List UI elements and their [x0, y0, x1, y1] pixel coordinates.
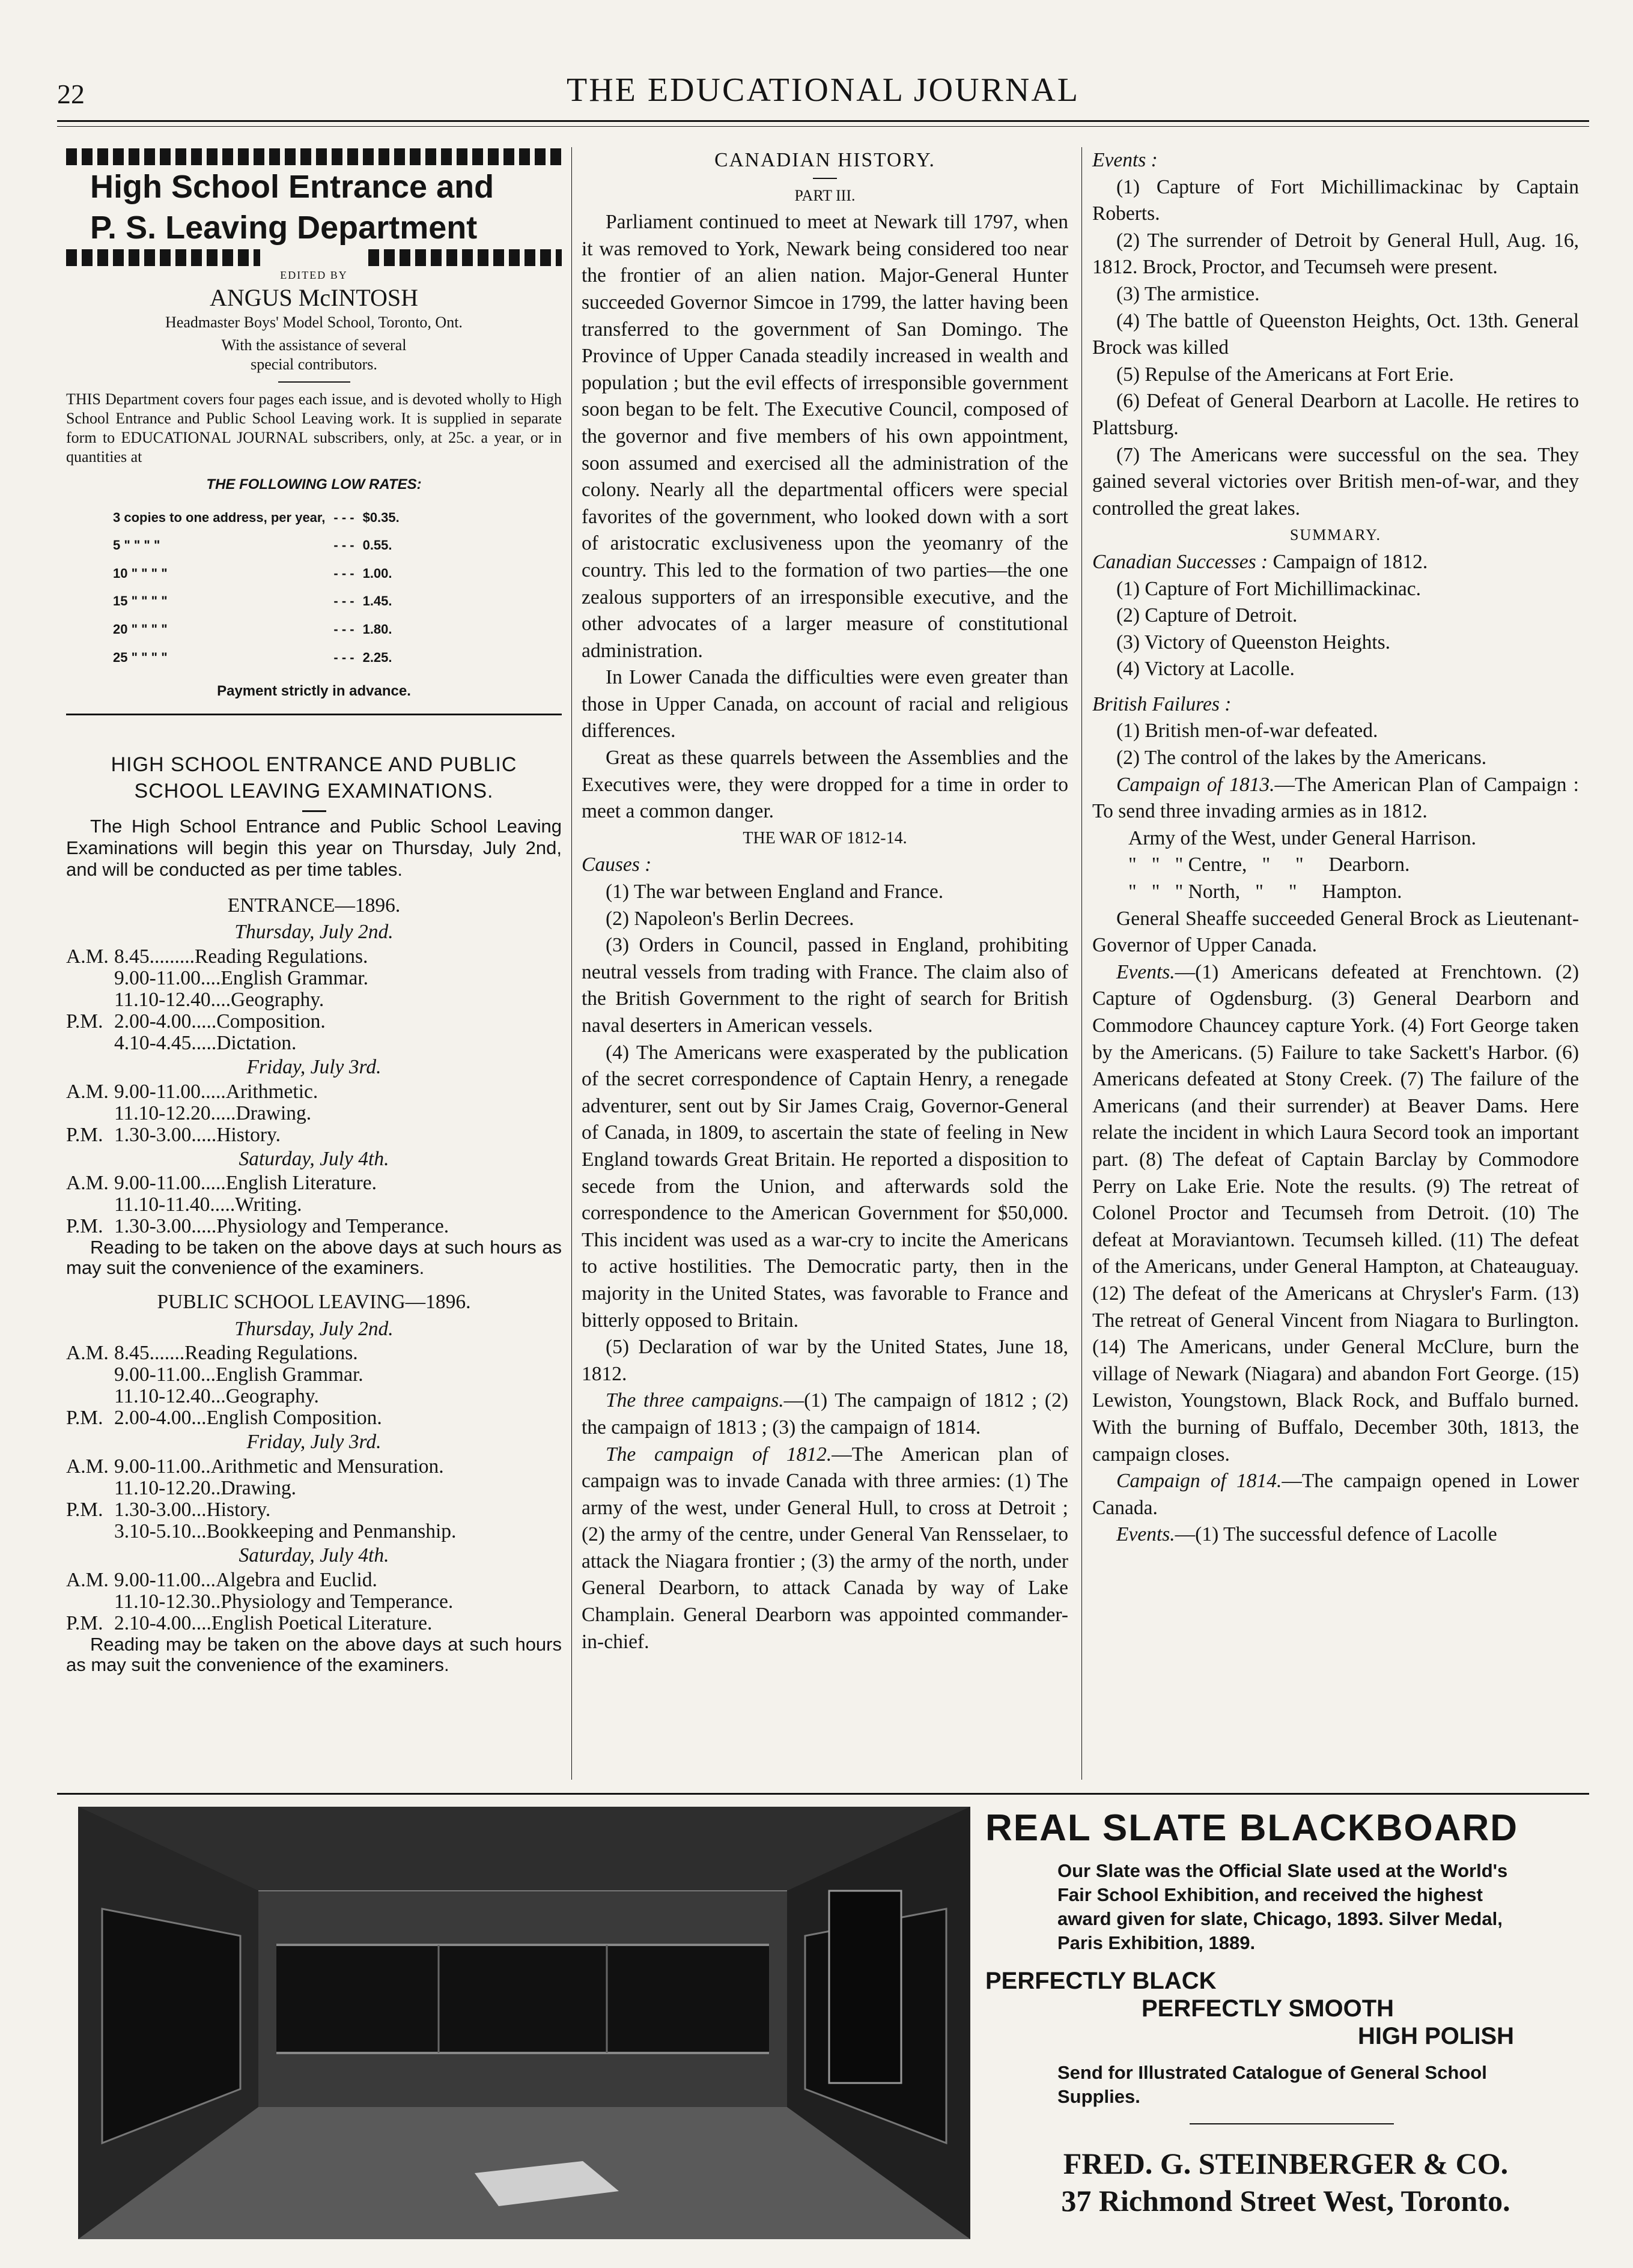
divider [278, 381, 350, 383]
schedule-table [66, 1456, 562, 1542]
sheaffe-note: General Sheaffe succeeded General Brock as Lieutenant-Governor of Upper Canada. [1092, 907, 1579, 957]
schedule-row: A.M. 9.00-11.00...Algebra and Euclid. [66, 1568, 377, 1591]
event-item: (5) Repulse of the Americans at Fort Erie. [1116, 363, 1454, 386]
divider [1190, 2123, 1394, 2124]
events-1814: Events.—(1) The successful defence of Lacolle [1116, 1523, 1497, 1546]
department-box [66, 148, 562, 715]
schedule-row: P.M. 2.00-4.00.....Composition. [66, 1010, 326, 1032]
event-item: (6) Defeat of General Dearborn at Lacolle. He retires to Plattsburg. [1092, 390, 1579, 439]
schedule-row: 9.00-11.00...English Grammar. [114, 1363, 363, 1386]
event-item: (1) Capture of Fort Michillimackinac by Captain Roberts. [1092, 175, 1579, 225]
rate-row: 10 " " " " - - - 1.00. [113, 565, 392, 581]
failures-label: British Failures : [1092, 693, 1232, 715]
ad-title: REAL SLATE BLACKBOARD [985, 1807, 1519, 1849]
success-item: (3) Victory of Queenston Heights. [1116, 631, 1391, 653]
cause-item: (5) Declaration of war by the United States, June 18, 1812. [582, 1336, 1068, 1385]
ad-slogan-1: PERFECTLY BLACK [985, 1968, 1217, 1994]
schedule-table [66, 1081, 562, 1146]
schedule-row: P.M. 1.30-3.00.....History. [66, 1123, 281, 1146]
schedule-row: 4.10-4.45.....Dictation. [114, 1031, 297, 1054]
history-part: PART III. [794, 186, 856, 204]
campaign-1812: The campaign of 1812.—The American plan of campaign was to invade Canada with three armies: (1) The army of the west, under General Hull, to cross at Detroit ; (2) the army of the centre, under General Van Rensselaer, to attack the Niagara frontier ; (3) the army of the north, under General Dearborn, to attack Canada by way of Lake Champlain. General Dearborn was appointed commander-in-chief. [582, 1443, 1068, 1653]
ad-catalogue: Send for Illustrated Catalogue of General School Supplies. [1057, 2062, 1487, 2107]
events-1813: Events.—(1) Americans defeated at Frenchtown. (2) Capture of Ogdensburg. (3) General Dearborn and Commodore Chauncey capture York. (4) Fort George taken by the Americans. (5) Failure to take Sackett's Harbor. (6) Americans defeated at Stony Creek. (7) The failure of the Americans (and their surrender) at Beaver Dams. Here relate the incident in which Laura Secord took an important part. (8) The defeat of Captain Barclay by Commodore Perry on Lake Erie. Note the results. (9) The retreat of Colonel Proctor and Tecumseh from Detroit. (10) The defeat at Moraviantown. Tecumseh killed. (11) The defeat of the Americans, under General Hampton, at Chateauguay. (12) The defeat of the Americans at Chrysler's Farm. (13) The retreat of General Vincent from Niagara to Burlington. (14) The Americans, under General McClure, burn the village of Newark (Niagara) and abandon Fort George. (15) Lewiston, Youngstown, Black Rock, and Buffalo burned. With the burning of Buffalo, December 30th, 1813, the campaign closes. [1092, 960, 1579, 1466]
department-title: High School Entrance and P. S. Leaving Department [90, 169, 494, 246]
rate-row: 3 copies to one address, per year, - - - $0.35. [113, 509, 400, 525]
middle-column [582, 147, 1068, 1655]
event-item: (4) The battle of Queenston Heights, Oct. 13th. General Brock was killed [1092, 309, 1579, 359]
exams-intro: The High School Entrance and Public School Leaving Examinations will begin this year on Thursday, July 2nd, and will be conducted as per time tables. [66, 815, 562, 880]
leaving-note: Reading may be taken on the above days at such hours as may suit the convenience of the examiners. [66, 1633, 562, 1675]
schedule-row: A.M. 9.00-11.00..Arithmetic and Mensuration. [66, 1455, 444, 1478]
ornamental-border [368, 249, 562, 266]
editor-affiliation: Headmaster Boys' Model School, Toronto, Ont. [165, 314, 463, 331]
page-number: 22 [57, 79, 85, 109]
ornamental-border [66, 249, 260, 266]
ad-slogan-2: PERFECTLY SMOOTH [1142, 1995, 1394, 2022]
history-title: CANADIAN HISTORY. [714, 149, 935, 171]
advertisement-rule [57, 1793, 1589, 1795]
schedule-row: 3.10-5.10...Bookkeeping and Penmanship. [114, 1520, 457, 1542]
causes-label: Causes : [582, 854, 652, 876]
schedule-table [66, 1569, 562, 1634]
day-heading: Thursday, July 2nd. [234, 1317, 394, 1340]
page-header [57, 71, 1589, 119]
assistance-line: special contributors. [251, 356, 377, 373]
history-paragraph: In Lower Canada the difficulties were even greater than those in Upper Canada, on account of racial and religious differences. [582, 666, 1068, 742]
rate-row: 5 " " " " - - - 0.55. [113, 538, 392, 553]
schedule-row: A.M. 8.45.......Reading Regulations. [66, 1342, 358, 1365]
three-campaigns: The three campaigns.—(1) The campaign of 1812 ; (2) the campaign of 1813 ; (3) the campaign of 1814. [582, 1389, 1068, 1439]
schedule-table [66, 946, 562, 1054]
schedule-row: A.M. 9.00-11.00.....Arithmetic. [66, 1080, 318, 1103]
schedule-table [66, 1342, 562, 1429]
event-item: (2) The surrender of Detroit by General Hull, Aug. 16, 1812. Brock, Proctor, and Tecumseh were present. [1092, 229, 1579, 279]
classroom-illustration [78, 1807, 970, 2239]
cause-item: (2) Napoleon's Berlin Decrees. [606, 907, 854, 930]
right-column [1092, 147, 1579, 1548]
army-item: Army of the West, under General Harrison. [1128, 826, 1477, 849]
edited-by: EDITED BY [280, 269, 348, 281]
header-rule-thin [57, 126, 1589, 127]
rates-table [108, 503, 404, 673]
army-item: " " " Centre, " " Dearborn. [1128, 854, 1410, 876]
entrance-title: ENTRANCE—1896. [227, 894, 401, 917]
header-rule [57, 120, 1589, 122]
schedule-row: A.M. 8.45.........Reading Regulations. [66, 945, 368, 968]
journal-title: THE EDUCATIONAL JOURNAL [567, 71, 1080, 109]
schedule-row: 9.00-11.00....English Grammar. [114, 966, 369, 989]
rate-row: 20 " " " " - - - 1.80. [113, 621, 392, 637]
campaign-1814: Campaign of 1814.—The campaign opened in Lower Canada. [1092, 1470, 1579, 1519]
entrance-note: Reading to be taken on the above days at such hours as may suit the convenience of the examiners. [66, 1237, 562, 1279]
rate-row: 25 " " " " - - - 2.25. [113, 649, 392, 665]
schedule-row: 11.10-12.20.....Drawing. [114, 1102, 312, 1124]
schedule-row: P.M. 1.30-3.00...History. [66, 1498, 271, 1521]
schedule-row: 11.10-12.20..Drawing. [114, 1476, 297, 1499]
leaving-title: PUBLIC SCHOOL LEAVING—1896. [157, 1291, 471, 1314]
war-title: THE WAR OF 1812-14. [743, 828, 907, 847]
cause-item: (1) The war between England and France. [606, 881, 944, 903]
schedule-row: 11.10-12.30..Physiology and Temperance. [114, 1590, 454, 1613]
divider [813, 178, 837, 179]
event-item: (3) The armistice. [1116, 282, 1260, 305]
schedule-row: 11.10-11.40.....Writing. [114, 1193, 302, 1216]
day-heading: Saturday, July 4th. [239, 1544, 389, 1566]
successes-heading: Canadian Successes : Campaign of 1812. [1092, 550, 1428, 573]
ad-slogan-3: HIGH POLISH [1358, 2023, 1515, 2049]
day-heading: Thursday, July 2nd. [234, 921, 394, 944]
ad-company: FRED. G. STEINBERGER & CO. [1063, 2147, 1509, 2180]
schedule-row: 11.10-12.40...Geography. [114, 1385, 319, 1408]
exams-section [66, 751, 562, 1675]
left-column [66, 147, 562, 1675]
cause-item: (4) The Americans were exasperated by the publication of the secret correspondence of Captain Henry, a renegade adventurer, sent out by Sir James Craig, Governor-General of Canada, in 1809, to ascertain the state of feeling in New England towards Great Britain. He reported a disposition to secede from the Union, and afterwards sold the correspondence to the American Government for $50,000. This incident was used as a war-cry to incite the Americans to active hostilities. The Democratic party, then in the majority in the United States, was favorable to France and bitterly opposed to Britain. [582, 1041, 1068, 1332]
advertisement-text [985, 1807, 1586, 2219]
editor-name: ANGUS McINTOSH [209, 284, 419, 311]
rate-row: 15 " " " " - - - 1.45. [113, 593, 392, 609]
success-item: (1) Capture of Fort Michillimackinac. [1116, 577, 1422, 600]
success-item: (2) Capture of Detroit. [1116, 604, 1298, 627]
history-paragraph: Parliament continued to meet at Newark till 1797, when it was removed to York, Newark being considered too near the frontier of an alien nation. Major-General Hunter succeeded Governor Simcoe in 1799, the latter having been transferred to the government of San Domingo. The Province of Upper Canada steadily increased in wealth and population ; but the evil effects of irresponsible government soon began to be felt. The Executive Council, composed of the governor and five members of his own appointment, soon assumed and exercised all the administration of the colony. Nearly all the departmental officers were special favorites of the government, who looked down with a sort of aristocratic exclusiveness upon the yeomanry of the country. This led to the formation of two parties—the one zealous supporters of an irresponsible executive, and the other advocates of a larger measure of constitutional administration. [582, 211, 1068, 662]
column-divider [1081, 147, 1082, 1780]
rates-heading: THE FOLLOWING LOW RATES: [206, 476, 422, 493]
payment-note: Payment strictly in advance. [217, 683, 411, 700]
army-item: " " " North, " " Hampton. [1128, 881, 1402, 903]
column-divider [571, 147, 572, 1780]
schedule-table [66, 1172, 562, 1237]
department-notice: THIS Department covers four pages each issue, and is devoted wholly to High School Entrance and Public School Leaving work. It is supplied in separate form to EDUCATIONAL JOURNAL subscribers, only, at 25c. a year, or in quantities at [66, 390, 562, 465]
day-heading: Friday, July 3rd. [246, 1431, 382, 1454]
schedule-row: A.M. 9.00-11.00.....English Literature. [66, 1172, 377, 1195]
history-paragraph: Great as these quarrels between the Assemblies and the Executives were, they were dropped for a time in order to meet a common danger. [582, 747, 1068, 823]
schedule-row: P.M. 1.30-3.00.....Physiology and Temperance. [66, 1215, 449, 1238]
schedule-row: 11.10-12.40....Geography. [114, 988, 324, 1011]
failure-item: (1) British men-of-war defeated. [1116, 720, 1378, 742]
summary-title: SUMMARY. [1289, 526, 1382, 544]
schedule-row: P.M. 2.10-4.00....English Poetical Literature. [66, 1612, 433, 1634]
success-item: (4) Victory at Lacolle. [1116, 658, 1295, 681]
classroom-illustration-svg [78, 1807, 970, 2239]
ornamental-border [66, 148, 562, 165]
day-heading: Saturday, July 4th. [239, 1147, 389, 1170]
assistance-line: With the assistance of several [221, 336, 407, 354]
ad-address: 37 Richmond Street West, Toronto. [1061, 2184, 1510, 2218]
events-label: Events : [1092, 149, 1158, 171]
day-heading: Friday, July 3rd. [246, 1055, 382, 1078]
failure-item: (2) The control of the lakes by the Americans. [1116, 747, 1487, 769]
divider [302, 810, 326, 812]
ad-body: Our Slate was the Official Slate used at the World's Fair School Exhibition, and received the highest award given for slate, Chicago, 1893. Silver Medal, Paris Exhibition, 1889. [1057, 1860, 1508, 1953]
campaign-1813: Campaign of 1813.—The American Plan of Campaign : To send three invading armies as in 1812. [1092, 773, 1579, 823]
schedule-row: P.M. 2.00-4.00...English Composition. [66, 1407, 382, 1430]
exams-heading: HIGH SCHOOL ENTRANCE AND PUBLIC SCHOOL LEAVING EXAMINATIONS. [111, 753, 517, 802]
event-item: (7) The Americans were successful on the sea. They gained several victories over British men-of-war, and they controlled the great lakes. [1092, 443, 1579, 520]
cause-item: (3) Orders in Council, passed in England, prohibiting neutral vessels from trading with France. The claim also of the British Government to the right of search for British naval deserters in American vessels. [582, 934, 1068, 1037]
